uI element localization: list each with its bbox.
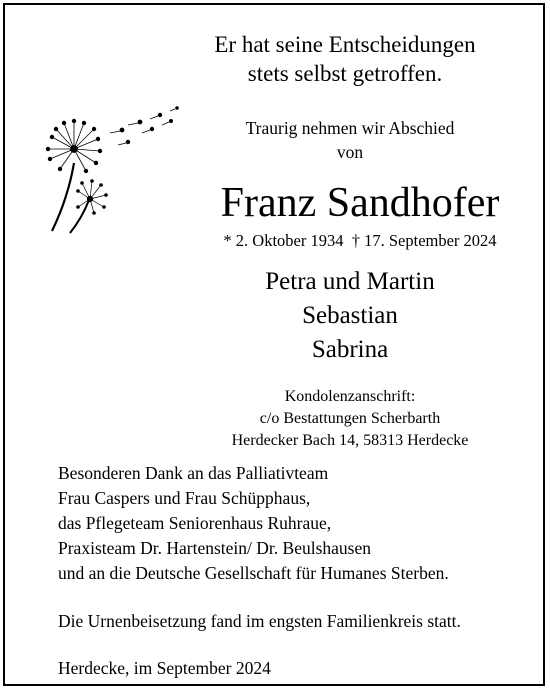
thanks-line: Besonderen Dank an das Palliativteam: [58, 463, 329, 483]
address-line: Herdecker Bach 14, 58313 Herdecke: [231, 432, 469, 449]
thanks-line: das Pflegeteam Seniorenhaus Ruhraue,: [58, 513, 332, 533]
burial-note: Die Urnenbeisetzung fand im engsten Familienkreis statt.: [58, 611, 461, 631]
address-line: c/o Bestattungen Scherbarth: [259, 410, 441, 427]
motto-line: stets selbst getroffen.: [247, 61, 443, 86]
motto: [160, 30, 530, 88]
family-line: Petra und Martin: [265, 268, 435, 295]
intro-line: von: [336, 142, 364, 162]
family-names: [180, 265, 520, 367]
thanks-line: Praxisteam Dr. Hartenstein/ Dr. Beulshausen: [58, 538, 371, 558]
family-line: Sebastian: [302, 302, 398, 329]
motto-line: Er hat seine Entscheidungen: [214, 32, 476, 57]
life-dates: * 2. Oktober 1934 † 17. September 2024: [223, 231, 497, 250]
address-line: Kondolenzanschrift:: [284, 388, 416, 405]
place-date: Herdecke, im September 2024: [58, 658, 271, 678]
deceased-name: Franz Sandhofer: [220, 180, 500, 226]
thanks-line: und an die Deutsche Gesellschaft für Humanes Sterben.: [58, 563, 449, 583]
condolence-address: [180, 386, 520, 452]
family-line: Sabrina: [311, 336, 389, 363]
thanks-line: Frau Caspers und Frau Schüpphaus,: [58, 488, 311, 508]
dandelion-icon: [38, 103, 183, 243]
intro-text: [200, 116, 500, 164]
intro-line: Traurig nehmen wir Abschied: [245, 118, 455, 138]
thanks-paragraph: [58, 461, 528, 586]
